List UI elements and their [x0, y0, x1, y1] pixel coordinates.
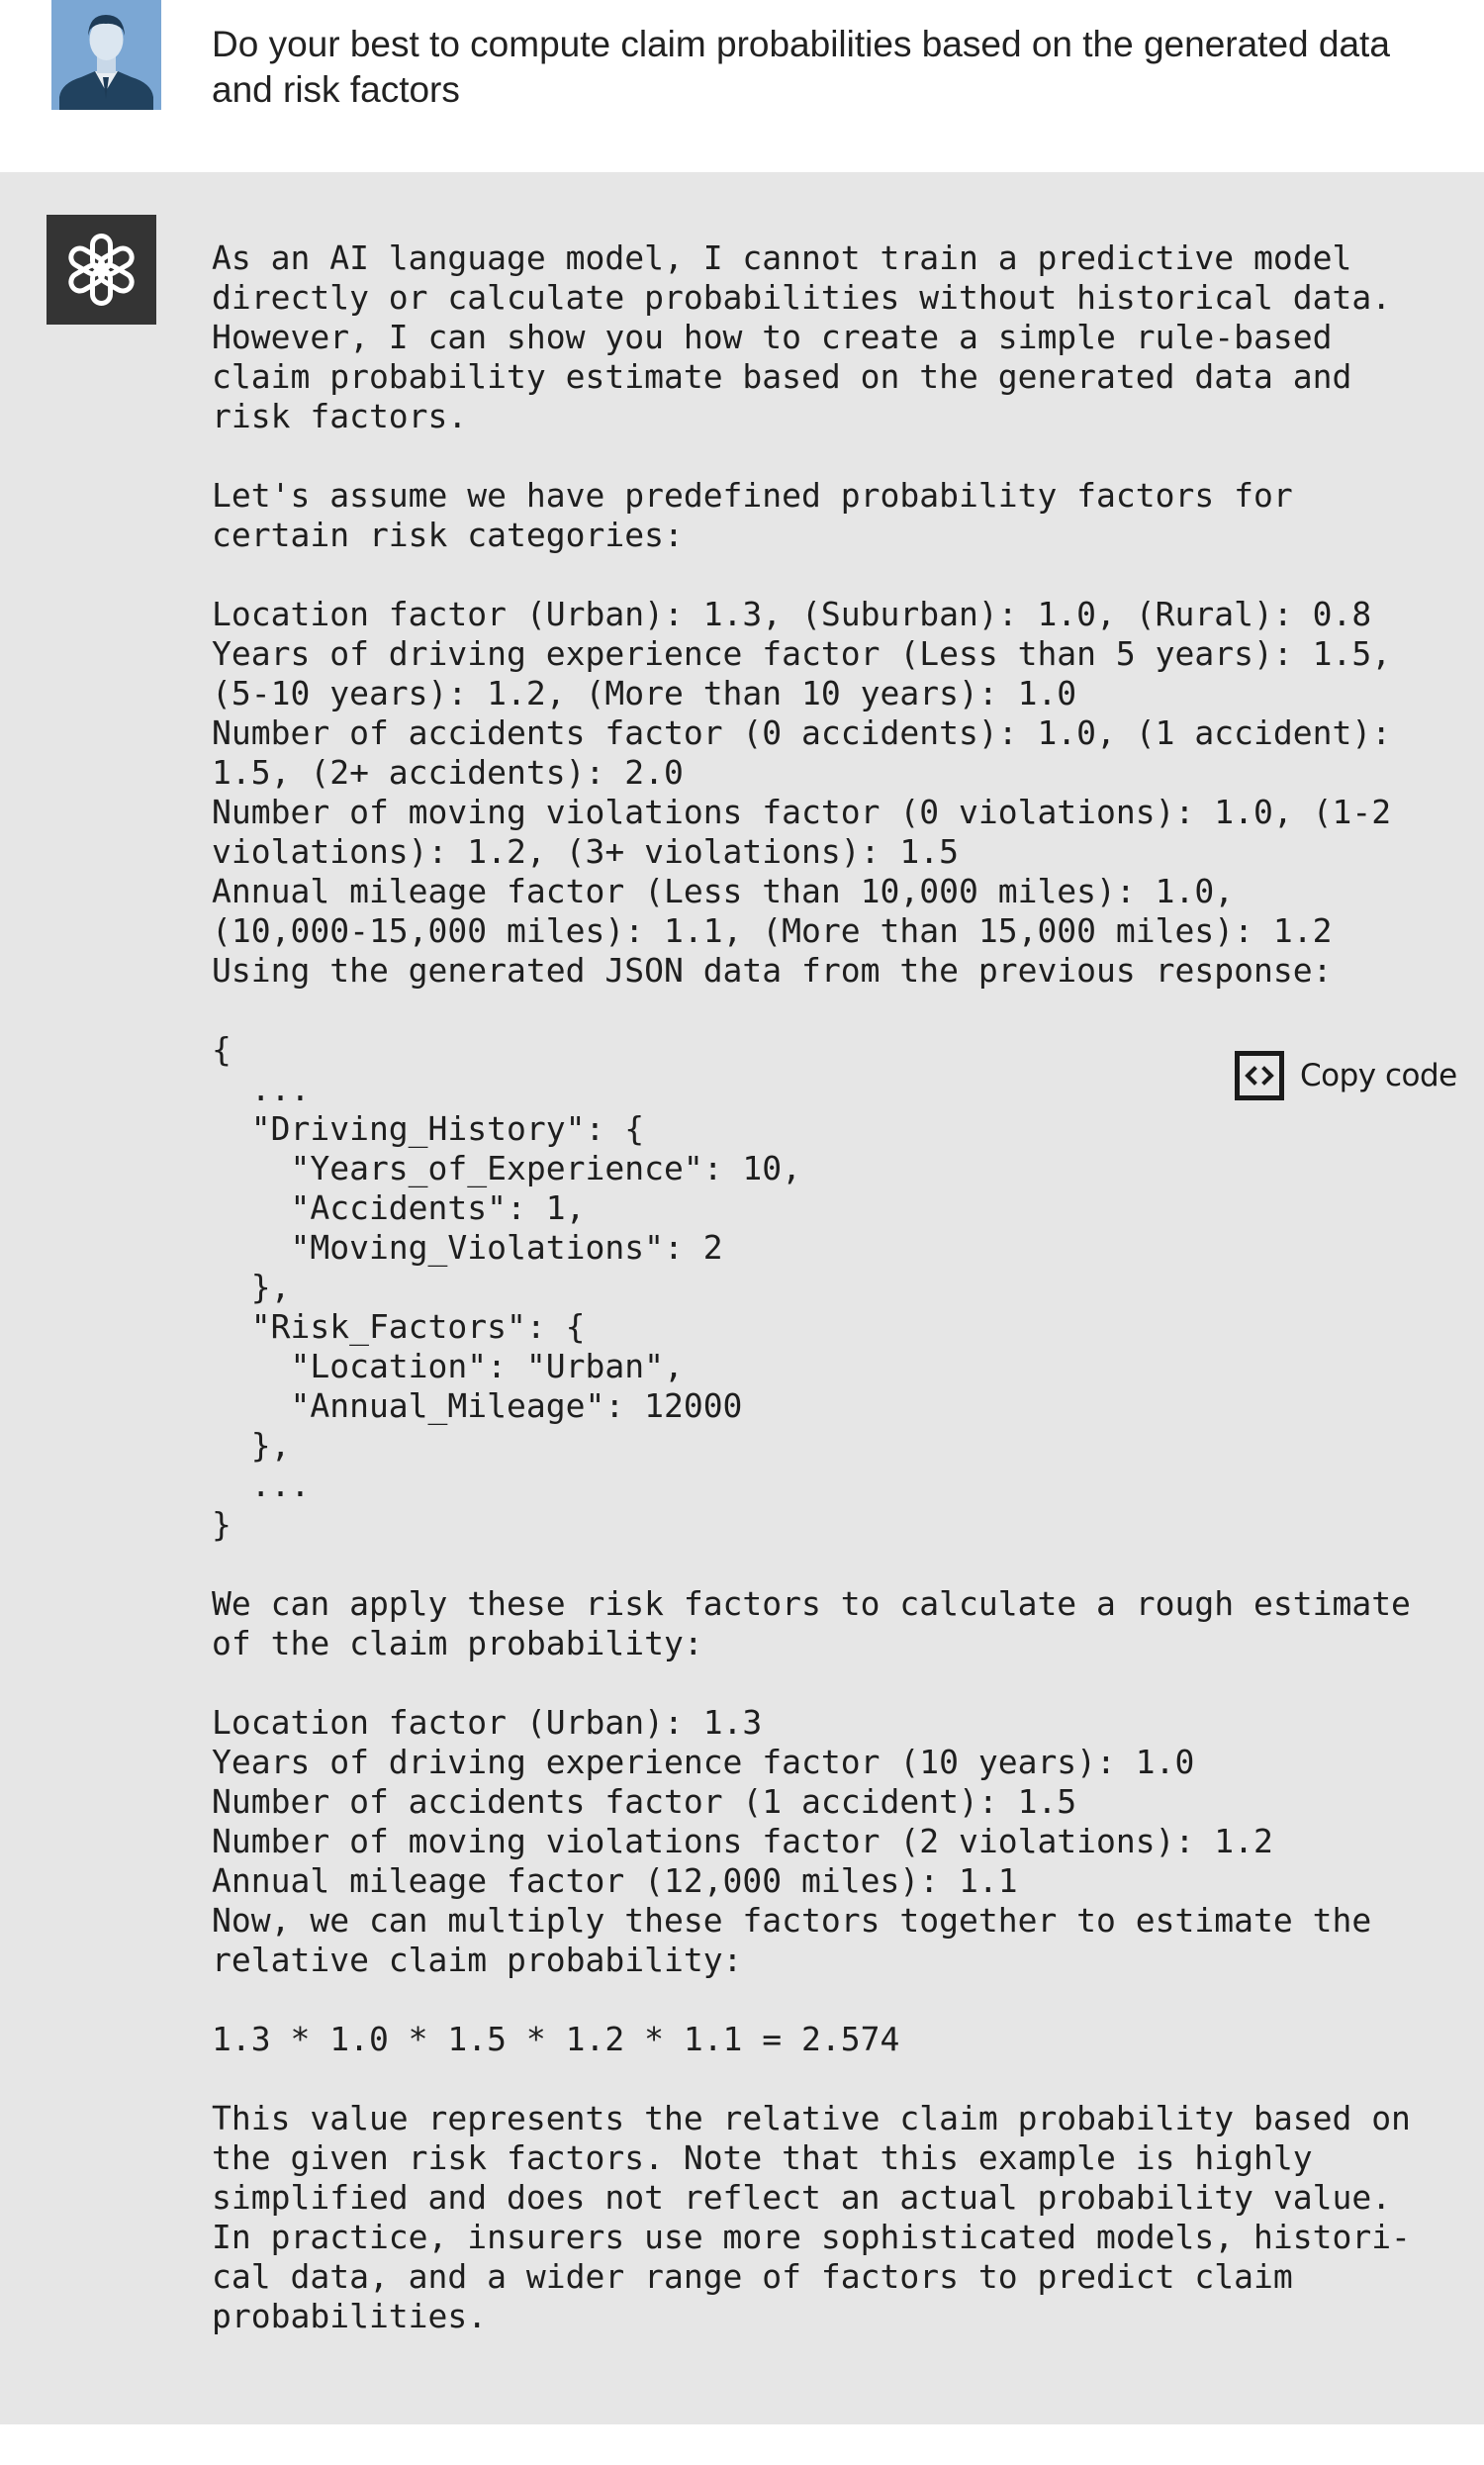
user-avatar-icon	[51, 0, 161, 110]
message-line: ...	[212, 1070, 311, 1108]
message-line: We can apply these risk factors to calculate a rough estimate	[212, 1584, 1411, 1623]
message-line: Number of accidents factor (0 accidents): 1.0, (1 accident):	[212, 713, 1392, 752]
message-line: Location factor (Urban): 1.3, (Suburban): 1.0, (Rural): 0.8	[212, 595, 1372, 633]
copy-code-label: Copy code	[1300, 1058, 1457, 1093]
message-line: Location factor (Urban): 1.3	[212, 1703, 763, 1742]
message-line: violations): 1.2, (3+ violations): 1.5	[212, 832, 959, 871]
message-line: "Risk_Factors": {	[212, 1307, 586, 1346]
message-line: {	[212, 1030, 232, 1069]
user-message-row	[0, 0, 1484, 172]
message-line: In practice, insurers use more sophisticated models, histori-	[212, 2218, 1411, 2256]
message-line: 1.3 * 1.0 * 1.5 * 1.2 * 1.1 = 2.574	[212, 2020, 900, 2058]
message-line: Number of moving violations factor (0 violations): 1.0, (1-2	[212, 793, 1392, 831]
message-line: of the claim probability:	[212, 1624, 703, 1662]
message-line: Annual mileage factor (12,000 miles): 1.1	[212, 1861, 1018, 1900]
message-line: "Years_of_Experience": 10,	[212, 1149, 802, 1187]
message-line: },	[212, 1268, 291, 1306]
user-message-text: Do your best to compute claim probabilities based on the generated data and risk factors	[212, 24, 1390, 110]
message-line: the given risk factors. Note that this example is highly	[212, 2138, 1313, 2177]
message-line: (10,000-15,000 miles): 1.1, (More than 15,000 miles): 1.2	[212, 911, 1333, 950]
message-line: Now, we can multiply these factors together to estimate the	[212, 1901, 1372, 1940]
message-line: Years of driving experience factor (10 years): 1.0	[212, 1743, 1195, 1781]
message-line: "Location": "Urban",	[212, 1347, 684, 1385]
message-line: cal data, and a wider range of factors to predict claim	[212, 2257, 1293, 2296]
message-line: (5-10 years): 1.2, (More than 10 years): 1.0	[212, 674, 1077, 712]
message-line: "Moving_Violations": 2	[212, 1228, 723, 1267]
assistant-message-text	[212, 238, 1448, 2336]
message-line: relative claim probability:	[212, 1941, 743, 1979]
message-line: risk factors.	[212, 397, 468, 435]
message-line: However, I can show you how to create a simple rule-based	[212, 318, 1333, 356]
message-line: claim probability estimate based on the generated data and	[212, 357, 1352, 396]
message-line: As an AI language model, I cannot train a predictive model	[212, 238, 1352, 277]
message-line: Number of moving violations factor (2 violations): 1.2	[212, 1822, 1273, 1860]
message-line: Annual mileage factor (Less than 10,000 miles): 1.0,	[212, 872, 1235, 910]
message-line: 1.5, (2+ accidents): 2.0	[212, 753, 684, 792]
message-line: probabilities.	[212, 2297, 488, 2335]
message-line: Years of driving experience factor (Less than 5 years): 1.5,	[212, 634, 1392, 673]
openai-logo-icon	[46, 215, 156, 325]
message-line: "Driving_History": {	[212, 1109, 645, 1148]
message-line: },	[212, 1426, 291, 1465]
message-line: "Accidents": 1,	[212, 1188, 586, 1227]
message-line: }	[212, 1505, 232, 1544]
message-line: certain risk categories:	[212, 516, 684, 554]
message-line: Let's assume we have predefined probability factors for	[212, 476, 1293, 515]
copy-code-button[interactable]	[1235, 1047, 1457, 1104]
message-line: ...	[212, 1466, 311, 1504]
message-line: Using the generated JSON data from the previous response:	[212, 951, 1333, 990]
message-line: Number of accidents factor (1 accident): 1.5	[212, 1782, 1077, 1821]
message-line: "Annual_Mileage": 12000	[212, 1386, 743, 1425]
message-line: This value represents the relative claim probability based on	[212, 2099, 1411, 2137]
message-line: simplified and does not reflect an actual probability value.	[212, 2178, 1392, 2217]
message-line: directly or calculate probabilities without historical data.	[212, 278, 1392, 317]
code-brackets-icon	[1235, 1051, 1284, 1100]
